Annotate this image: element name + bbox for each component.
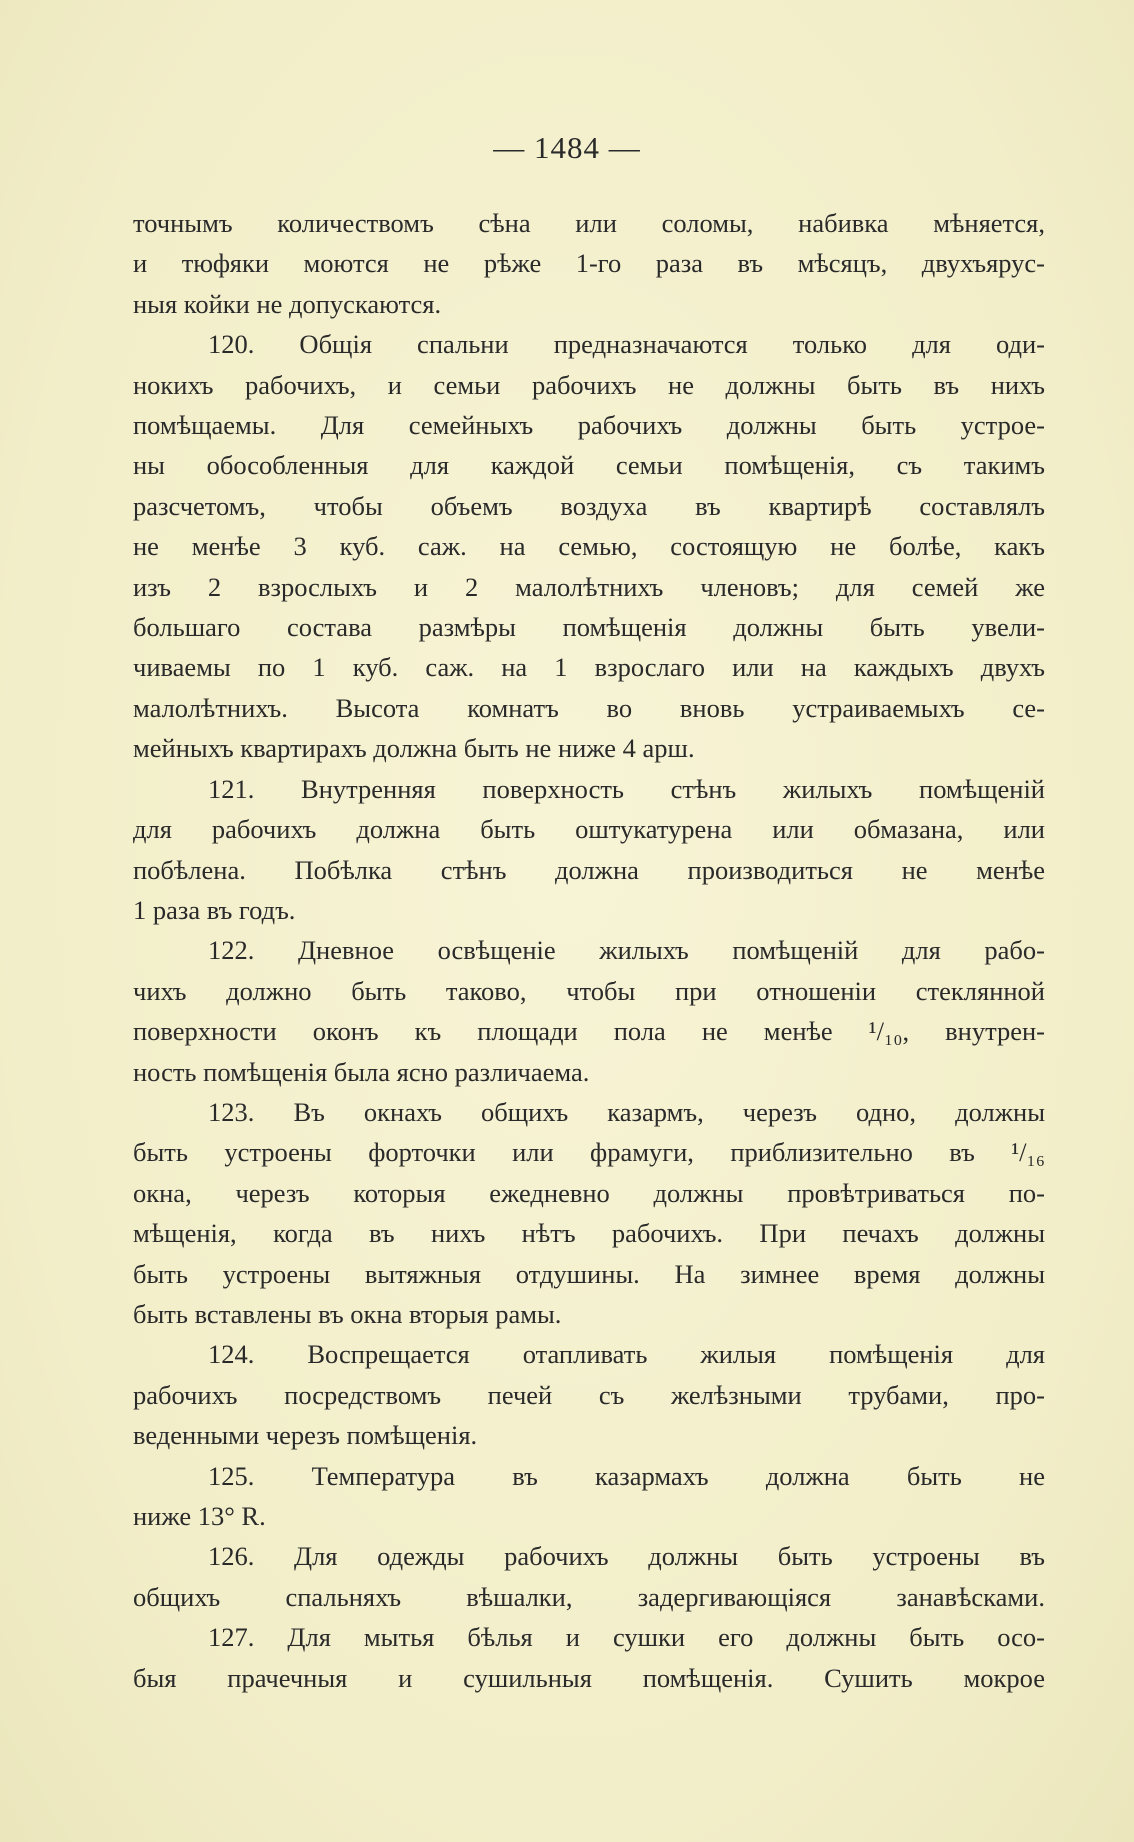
text-line: 125. Температура въ казармахъ должна быть не [208,1460,1045,1491]
text-line: окна, черезъ которыя ежедневно должны провѣтриваться по- [133,1177,1045,1208]
text-line: ны обособленныя для каждой семьи помѣщенія, съ такимъ [133,450,1045,481]
text-line: быя прачечныя и сушильныя помѣщенія. Сушить мокрое [133,1662,1045,1693]
text-line: быть вставлены въ окна вторыя рамы. [133,1298,562,1329]
text-line: 120. Общія спальни предназначаются только для оди- [208,329,1045,360]
text-line: малолѣтнихъ. Высота комнатъ во вновь устраиваемыхъ се- [133,692,1045,723]
text-line: мейныхъ квартирахъ должна быть не ниже 4 арш. [133,733,695,764]
text-line: рабочихъ посредствомъ печей съ желѣзными трубами, про- [133,1379,1045,1410]
text-line: большаго состава размѣры помѣщенія должны быть увели- [133,612,1045,643]
text-line: 124. Воспрещается отапливать жилыя помѣщенія для [208,1339,1045,1370]
text-line: не менѣе 3 куб. саж. на семью, состоящую не болѣе, какъ [133,531,1045,562]
text-line: изъ 2 взрослыхъ и 2 малолѣтнихъ членовъ; для семей же [133,571,1045,602]
text-line: побѣлена. Побѣлка стѣнъ должна производиться не менѣе [133,854,1045,885]
text-line: ность помѣщенія была ясно различаема. [133,1056,590,1087]
page-number: — 1484 — [493,130,641,165]
text-line: ниже 13° R. [133,1501,266,1531]
text-line: 127. Для мытья бѣлья и сушки его должны быть осо- [208,1622,1045,1653]
text-line: мѣщенія, когда въ нихъ нѣтъ рабочихъ. При печахъ должны [133,1218,1045,1249]
text-line: для рабочихъ должна быть оштукатурена или обмазана, или [133,814,1045,845]
text-line: поверхности оконъ къ площади пола не менѣе ¹/₁₀, внутрен- [133,1016,1045,1047]
text-line: 123. Въ окнахъ общихъ казармъ, черезъ одно, должны [208,1096,1045,1127]
text-line: быть устроены форточки или фрамуги, приблизительно въ ¹/₁₆ [133,1137,1045,1168]
text-line: помѣщаемы. Для семейныхъ рабочихъ должны быть устрое- [133,410,1045,441]
text-line: 122. Дневное освѣщеніе жилыхъ помѣщеній для рабо- [208,935,1045,966]
text-line: общихъ спальняхъ вѣшалки, задергивающіяся занавѣсками. [133,1581,1045,1612]
text-line: 126. Для одежды рабочихъ должны быть устроены въ [208,1541,1045,1572]
text-line: ныя койки не допускаются. [133,288,442,319]
text-line: точнымъ количествомъ сѣна или соломы, набивка мѣняется, [133,208,1045,238]
text-line: чихъ должно быть таково, чтобы при отношеніи стеклянной [133,975,1045,1006]
body-text [133,203,1045,1698]
text-line: веденными черезъ помѣщенія. [133,1420,478,1451]
text-line: быть устроены вытяжныя отдушины. На зимнее время должны [133,1258,1045,1289]
text-line: 1 раза въ годъ. [133,894,296,925]
text-line: и тюфяки моются не рѣже 1-го раза въ мѣсяцъ, двухъярус- [133,248,1045,279]
text-line: чиваемы по 1 куб. саж. на 1 взрослаго или на каждыхъ двухъ [133,652,1045,683]
text-line: нокихъ рабочихъ, и семьи рабочихъ не должны быть въ нихъ [133,369,1045,400]
text-line: разсчетомъ, чтобы объемъ воздуха въ квартирѣ составлялъ [133,490,1045,521]
text-line: 121. Внутренняя поверхность стѣнъ жилыхъ помѣщеній [208,773,1045,804]
